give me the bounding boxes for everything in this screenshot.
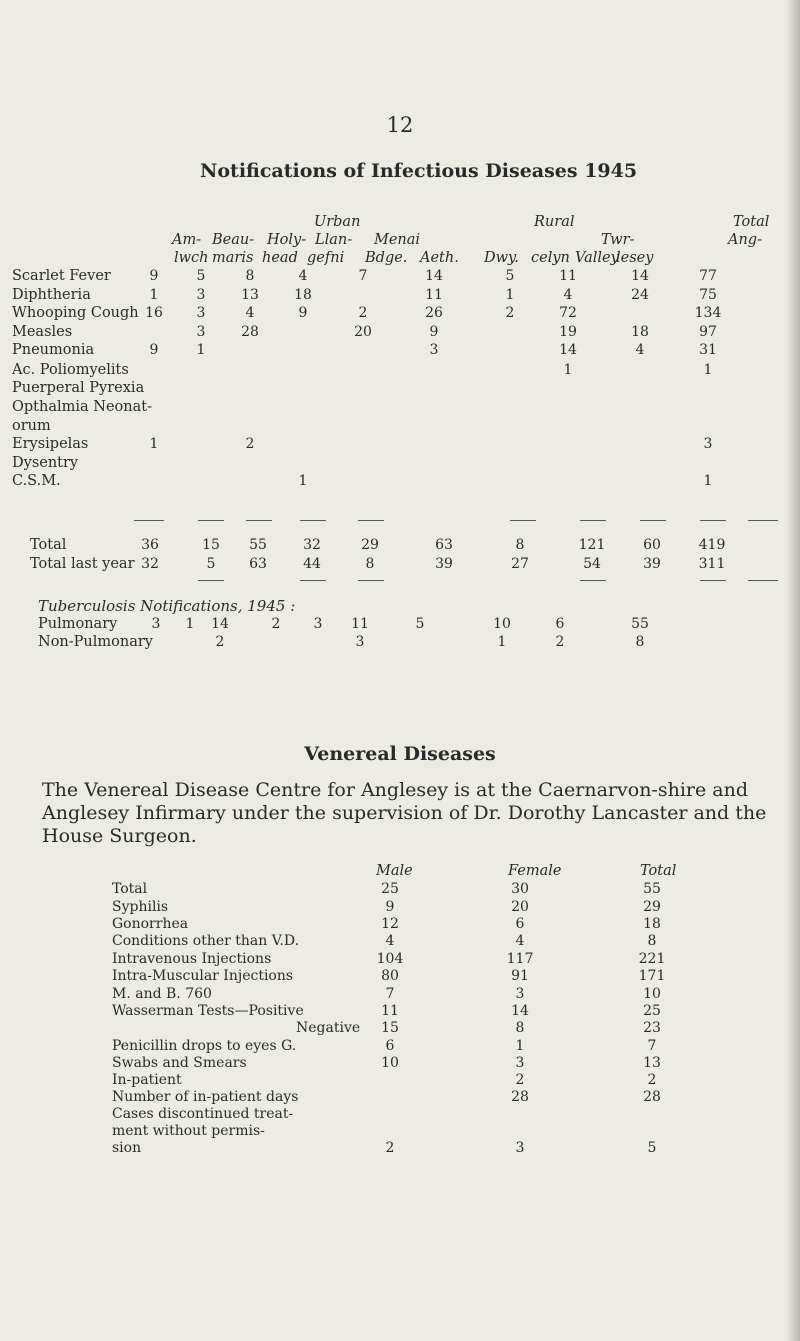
tb-value: 2 [271,616,281,632]
cell-value: 3 [196,287,206,303]
disease-label: Measles [12,324,73,340]
disease-label: Whooping Cough [12,305,139,321]
vd-value: 14 [511,1003,529,1019]
vd-value: 2 [385,1140,395,1156]
cell-value: 11 [559,268,577,284]
vd-value: 7 [647,1038,657,1054]
vd-value: 25 [643,1003,661,1019]
cell-value: 26 [425,305,443,321]
tb-value: 10 [493,616,511,632]
tb-heading: Tuberculosis Notifications, 1945 : [38,597,296,615]
vd-value: 91 [511,968,529,984]
vd-value: 6 [515,916,525,932]
cell-value: 2 [358,305,368,321]
rule [134,520,164,521]
rule [246,520,272,521]
vd-row-label: Intravenous Injections [112,951,272,967]
page-title: Notifications of Infectious Diseases 1945 [200,160,638,182]
tb-label: Pulmonary [38,616,118,632]
vd-value: 13 [643,1055,661,1071]
rule [580,520,606,521]
disease-label: Erysipelas [12,436,89,452]
cell-value: 1 [703,362,713,378]
district-llangefni: gefni [307,250,345,266]
cell-value: 18 [294,287,312,303]
total-value: 60 [643,537,661,553]
vd-value: 9 [385,899,395,915]
total-value: 29 [361,537,379,553]
cell-value: 9 [149,268,159,284]
total-value: 27 [511,556,529,572]
cell-value: 14 [559,342,577,358]
cell-value: 72 [559,305,577,321]
total-value: 121 [578,537,606,553]
vd-value: 3 [515,1140,525,1156]
group-label-urban: Urban [314,214,361,230]
tb-value: 2 [215,634,225,650]
cell-value: 2 [505,305,515,321]
rule [700,520,726,521]
vd-value: 29 [643,899,661,915]
district-holyhead: head [262,250,298,266]
tb-value: 2 [555,634,565,650]
cell-value: 19 [559,324,577,340]
tb-value: 3 [355,634,365,650]
cell-value: 1 [149,436,159,452]
cell-value: 1 [196,342,206,358]
tb-value: 6 [555,616,565,632]
vd-value: 4 [385,933,395,949]
rule [198,580,224,581]
vd-value: 2 [647,1072,657,1088]
cell-value: 97 [699,324,717,340]
cell-value: 3 [196,324,206,340]
vd-row-label: Intra-Muscular Injections [112,968,294,984]
cell-value: 11 [425,287,443,303]
vd-value: 55 [643,881,661,897]
rule [748,580,778,581]
vd-value: 11 [381,1003,399,1019]
disease-label: Pneumonia [12,342,95,358]
tb-value: 8 [635,634,645,650]
rule [748,520,778,521]
disease-label: Diphtheria [12,287,91,303]
vd-row-label: ment without permis- [112,1123,265,1139]
vd-value: 23 [643,1020,661,1036]
vd-row-label: M. and B. 760 [112,986,212,1002]
total-value: 63 [435,537,453,553]
district-head-holy: Holy- [267,232,307,248]
rule [300,580,326,581]
cell-value: 134 [694,305,722,321]
cell-value: 3 [703,436,713,452]
vd-row-label: Negative [296,1020,361,1036]
total-label: Total [30,537,67,553]
vd-row-label: Syphilis [112,899,169,915]
rule [198,520,224,521]
total-value: 36 [141,537,159,553]
district-head-beau: Beau- [212,232,255,248]
cell-value: 28 [241,324,259,340]
venereal-paragraph: The Venereal Disease Centre for Anglesey is at the Caernarvon-shire and Anglesey Infirmary under the supervision of Dr. Dorothy Lancaster and the House Surgeon. [42,779,767,847]
district-beaumaris: maris [212,250,254,266]
district-anglesey: lesey [616,250,654,266]
district-head-menai: Menai [374,232,421,248]
total-value: 32 [303,537,321,553]
page-number: 12 [386,113,414,137]
cell-value: 5 [505,268,515,284]
vd-value: 25 [381,881,399,897]
vd-value: 221 [638,951,666,967]
district-dwy: Dwy. [484,250,519,266]
total-label: Total last year [30,556,135,572]
vd-row-label: In-patient [112,1072,182,1088]
district-amlwch: lwch [174,250,209,266]
vd-value: 28 [511,1089,529,1105]
vd-col-total: Total [640,863,677,879]
disease-label: orum [12,418,51,434]
rule [358,520,384,521]
vd-value: 2 [515,1072,525,1088]
cell-value: 20 [354,324,372,340]
vd-value: 15 [381,1020,399,1036]
tb-value: 5 [415,616,425,632]
vd-value: 20 [511,899,529,915]
cell-value: 1 [298,473,308,489]
cell-value: 5 [196,268,206,284]
cell-value: 13 [241,287,259,303]
cell-value: 3 [429,342,439,358]
vd-value: 7 [385,986,395,1002]
district-valley: Valley [575,250,619,266]
cell-value: 9 [429,324,439,340]
vd-value: 80 [381,968,399,984]
section-heading-venereal: Venereal Diseases [304,743,496,765]
cell-value: 4 [563,287,573,303]
vd-value: 5 [647,1140,657,1156]
vd-value: 117 [506,951,534,967]
tb-value: 1 [185,616,195,632]
total-value: 8 [515,537,525,553]
total-value: 5 [206,556,216,572]
cell-value: 14 [425,268,443,284]
disease-label: Scarlet Fever [12,268,111,284]
page-edge-shadow [786,0,800,1341]
vd-row-label: Cases discontinued treat- [112,1106,294,1122]
rule [640,520,666,521]
cell-value: 1 [703,473,713,489]
cell-value: 9 [149,342,159,358]
tb-value: 14 [211,616,229,632]
cell-value: 75 [699,287,717,303]
district-twrcelyn: celyn [531,250,570,266]
total-value: 8 [365,556,375,572]
tb-value: 11 [351,616,369,632]
vd-row-label: sion [112,1140,142,1156]
tb-value: 3 [151,616,161,632]
district-head-am: Am- [172,232,202,248]
total-value: 15 [202,537,220,553]
rule [358,580,384,581]
tb-value: 3 [313,616,323,632]
cell-value: 4 [298,268,308,284]
vd-col-male: Male [376,863,413,879]
vd-value: 8 [515,1020,525,1036]
vd-value: 30 [511,881,529,897]
cell-value: 7 [358,268,368,284]
total-value: 311 [698,556,726,572]
total-value: 39 [643,556,661,572]
cell-value: 2 [245,436,255,452]
district-head-llan: Llan- [315,232,353,248]
vd-value: 18 [643,916,661,932]
total-value: 32 [141,556,159,572]
vd-row-label: Penicillin drops to eyes G. [112,1038,297,1054]
vd-value: 171 [638,968,666,984]
total-value: 44 [303,556,321,572]
vd-value: 10 [381,1055,399,1071]
cell-value: 4 [245,305,255,321]
district-head-ang: Ang- [728,232,762,248]
tb-value: 1 [497,634,507,650]
vd-value: 10 [643,986,661,1002]
vd-value: 8 [647,933,657,949]
total-value: 419 [698,537,726,553]
rule [300,520,326,521]
vd-row-label: Wasserman Tests—Positive [112,1003,304,1019]
cell-value: 4 [635,342,645,358]
district-aeth: Aeth. [420,250,459,266]
district-head-twr: Twr- [601,232,635,248]
vd-row-label: Number of in-patient days [112,1089,299,1105]
disease-label: Opthalmia Neonat- [12,399,152,415]
disease-label: Ac. Poliomyelits [12,362,129,378]
cell-value: 77 [699,268,717,284]
vd-value: 4 [515,933,525,949]
cell-value: 16 [145,305,163,321]
rule [700,580,726,581]
cell-value: 1 [563,362,573,378]
vd-value: 104 [376,951,404,967]
total-value: 39 [435,556,453,572]
district-menai-bdge: Bdge. [365,250,408,266]
disease-label: C.S.M. [12,473,61,489]
cell-value: 9 [298,305,308,321]
cell-value: 24 [631,287,649,303]
tb-label: Non-Pulmonary [38,634,153,650]
cell-value: 1 [505,287,515,303]
disease-label: Dysentry [12,455,79,471]
cell-value: 31 [699,342,717,358]
cell-value: 18 [631,324,649,340]
total-value: 55 [249,537,267,553]
vd-value: 12 [381,916,399,932]
vd-row-label: Swabs and Smears [112,1055,247,1071]
cell-value: 1 [149,287,159,303]
total-value: 63 [249,556,267,572]
vd-value: 3 [515,1055,525,1071]
cell-value: 14 [631,268,649,284]
group-label-rural: Rural [534,214,575,230]
vd-row-label: Gonorrhea [112,916,189,932]
cell-value: 3 [196,305,206,321]
vd-value: 6 [385,1038,395,1054]
disease-label: Puerperal Pyrexia [12,380,145,396]
total-value: 54 [583,556,601,572]
tb-value: 55 [631,616,649,632]
vd-value: 28 [643,1089,661,1105]
vd-col-female: Female [508,863,562,879]
rule [510,520,536,521]
group-label-total: Total [733,214,770,230]
vd-row-label: Total [112,881,148,897]
vd-value: 3 [515,986,525,1002]
rule [580,580,606,581]
vd-value: 1 [515,1038,525,1054]
vd-row-label: Conditions other than V.D. [112,933,300,949]
cell-value: 8 [245,268,255,284]
